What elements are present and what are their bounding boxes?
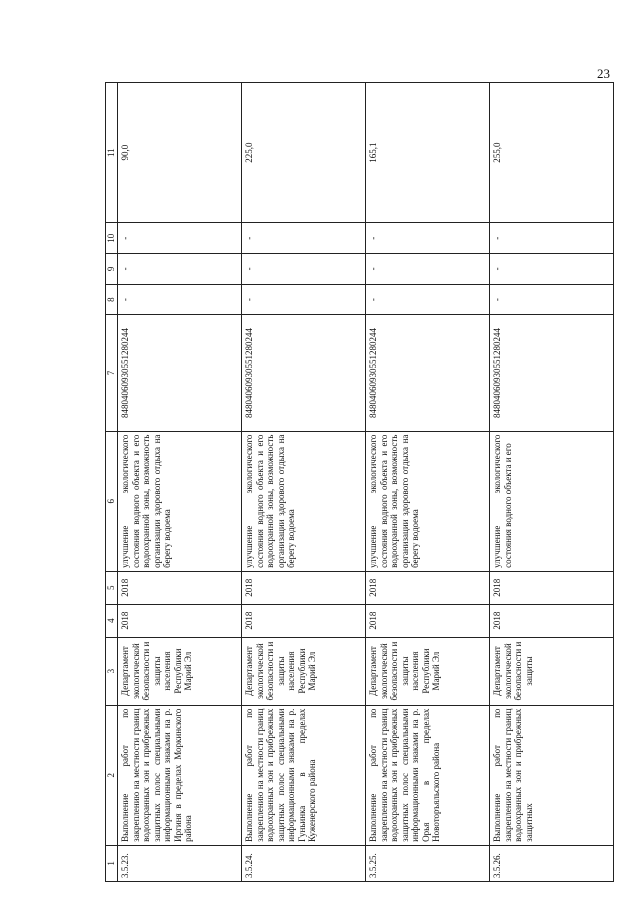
expected-result: улучшение экологического состояния водного объекта и его водоохранной зоны, возможность организации здорового отдыха на берегу водоема (366, 431, 490, 571)
column-header: 10 (106, 223, 118, 254)
budget-code: 84804060930551280244 (118, 315, 242, 431)
rotated-table-sheet (105, 82, 617, 882)
funding-amount: 90,0 (118, 83, 242, 223)
work-description: Выполнение работ по закреплению на местности границ водоохранных зон и прибрежных защитных полос специальными информационными знаками на р. Орья в пределах Новоторъяльского района (366, 705, 490, 845)
funding-amount: 225,0 (242, 83, 366, 223)
funding-col-10: - (490, 223, 614, 254)
table-row (366, 83, 490, 882)
column-header: 8 (106, 284, 118, 315)
row-number: 3.5.24. (242, 845, 366, 881)
column-header: 5 (106, 571, 118, 604)
year-end: 2018 (490, 571, 614, 604)
funding-amount: 165,1 (366, 83, 490, 223)
table-row (490, 83, 614, 882)
expected-result: улучшение экологического состояния водного объекта и его водоохранной зоны, возможность организации здорового отдыха на берегу водоема (118, 431, 242, 571)
executor: Департамент экологической безопасности и защиты (490, 637, 614, 705)
column-header: 7 (106, 315, 118, 431)
funding-col-9: - (490, 254, 614, 285)
page-number: 23 (597, 66, 610, 81)
column-header: 4 (106, 604, 118, 637)
measures-table (105, 82, 614, 882)
executor: Департамент экологической безопасности и защиты населения Республики Марий Эл (366, 637, 490, 705)
funding-col-8: - (366, 284, 490, 315)
work-description: Выполнение работ по закреплению на местности границ водоохранных зон и прибрежных защитных полос специальными информационными знаками на р. Иргиня в пределах Моркинского района (118, 705, 242, 845)
funding-col-9: - (366, 254, 490, 285)
table-row (242, 83, 366, 882)
column-header: 1 (106, 845, 118, 881)
funding-col-8: - (242, 284, 366, 315)
row-number: 3.5.25. (366, 845, 490, 881)
funding-col-8: - (118, 284, 242, 315)
funding-amount: 255,0 (490, 83, 614, 223)
funding-col-9: - (242, 254, 366, 285)
expected-result: улучшение экологического состояния водного объекта и его (490, 431, 614, 571)
year-start: 2018 (242, 604, 366, 637)
column-header: 11 (106, 83, 118, 223)
row-number: 3.5.26. (490, 845, 614, 881)
funding-col-10: - (366, 223, 490, 254)
funding-col-10: - (242, 223, 366, 254)
column-number-row (106, 83, 118, 882)
column-header: 3 (106, 637, 118, 705)
year-end: 2018 (118, 571, 242, 604)
column-header: 2 (106, 705, 118, 845)
table-row (118, 83, 242, 882)
budget-code: 84804060930551280244 (242, 315, 366, 431)
row-number: 3.5.23. (118, 845, 242, 881)
year-start: 2018 (118, 604, 242, 637)
funding-col-9: - (118, 254, 242, 285)
column-header: 9 (106, 254, 118, 285)
work-description: Выполнение работ по закреплению на местности границ водоохранных зон и прибрежных защитных (490, 705, 614, 845)
year-start: 2018 (366, 604, 490, 637)
year-start: 2018 (490, 604, 614, 637)
budget-code: 84804060930551280244 (366, 315, 490, 431)
funding-col-10: - (118, 223, 242, 254)
column-header: 6 (106, 431, 118, 571)
year-end: 2018 (242, 571, 366, 604)
expected-result: улучшение экологического состояния водного объекта и его водоохранной зоны, возможность организации здорового отдыха на берегу водоема (242, 431, 366, 571)
work-description: Выполнение работ по закреплению на местности границ водоохранных зон и прибрежных защитных полос специальными информационными знаками на р. Гуньинка в пределах Куженерского района (242, 705, 366, 845)
executor: Департамент экологической безопасности и защиты населения Республики Марий Эл (118, 637, 242, 705)
year-end: 2018 (366, 571, 490, 604)
budget-code: 84804060930551280244 (490, 315, 614, 431)
funding-col-8: - (490, 284, 614, 315)
executor: Департамент экологической безопасности и защиты населения Республики Марий Эл (242, 637, 366, 705)
